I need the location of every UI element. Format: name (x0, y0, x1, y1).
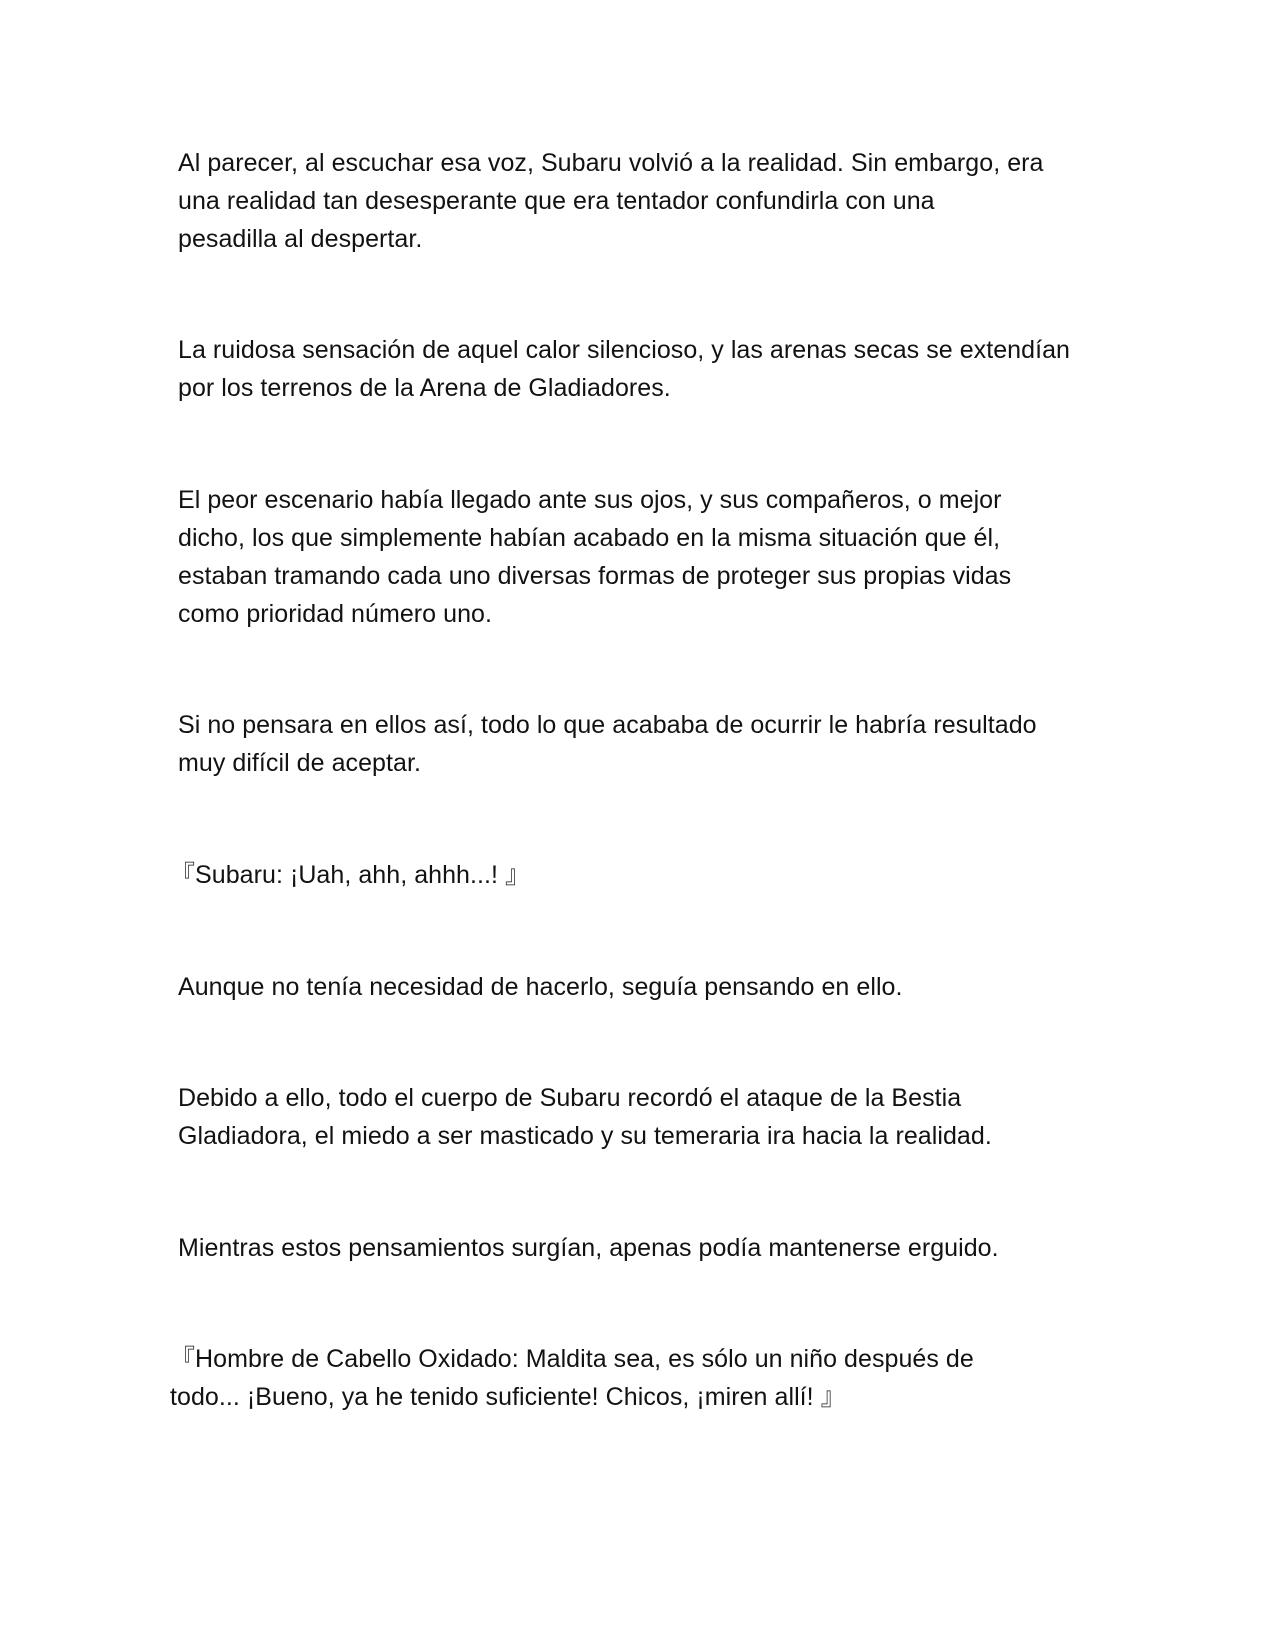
dialogue-line: 『Subaru: ¡Uah, ahh, ahhh...! 』 (170, 861, 531, 889)
paragraph-4 (178, 706, 1108, 782)
paragraph-6 (178, 1079, 1108, 1155)
dialogue-subaru (170, 856, 1100, 894)
paragraph-line: estaban tramando cada uno diversas formas de proteger sus propias vidas (178, 562, 1012, 590)
paragraph-5 (178, 968, 1108, 1006)
paragraph-line: como prioridad número uno. (178, 600, 492, 628)
paragraph-line: Aunque no tenía necesidad de hacerlo, seguía pensando en ello. (178, 973, 903, 1001)
paragraph-line: muy difícil de aceptar. (178, 749, 421, 777)
dialogue-line: todo... ¡Bueno, ya he tenido suficiente! Chicos, ¡miren allí! 』 (170, 1383, 846, 1411)
dialogue-line: 『Hombre de Cabello Oxidado: Maldita sea, es sólo un niño después de (170, 1345, 974, 1373)
paragraph-2 (178, 331, 1108, 407)
paragraph-line: dicho, los que simplemente habían acabado en la misma situación que él, (178, 524, 1001, 552)
paragraph-7 (178, 1229, 1108, 1267)
paragraph-line: Debido a ello, todo el cuerpo de Subaru recordó el ataque de la Bestia (178, 1084, 962, 1112)
paragraph-1 (178, 144, 1108, 258)
paragraph-line: por los terrenos de la Arena de Gladiadores. (178, 374, 671, 402)
paragraph-line: pesadilla al despertar. (178, 225, 423, 253)
paragraph-line: El peor escenario había llegado ante sus ojos, y sus compañeros, o mejor (178, 486, 1002, 514)
paragraph-line: Mientras estos pensamientos surgían, apenas podía mantenerse erguido. (178, 1234, 999, 1262)
dialogue-rust-haired-man (170, 1340, 1100, 1416)
paragraph-line: Gladiadora, el miedo a ser masticado y su temeraria ira hacia la realidad. (178, 1122, 992, 1150)
paragraph-line: La ruidosa sensación de aquel calor silencioso, y las arenas secas se extendían (178, 336, 1070, 364)
paragraph-line: Si no pensara en ellos así, todo lo que acababa de ocurrir le habría resultado (178, 711, 1037, 739)
paragraph-3 (178, 481, 1108, 633)
paragraph-line: Al parecer, al escuchar esa voz, Subaru volvió a la realidad. Sin embargo, era (178, 149, 1044, 177)
paragraph-line: una realidad tan desesperante que era tentador confundirla con una (178, 187, 935, 215)
